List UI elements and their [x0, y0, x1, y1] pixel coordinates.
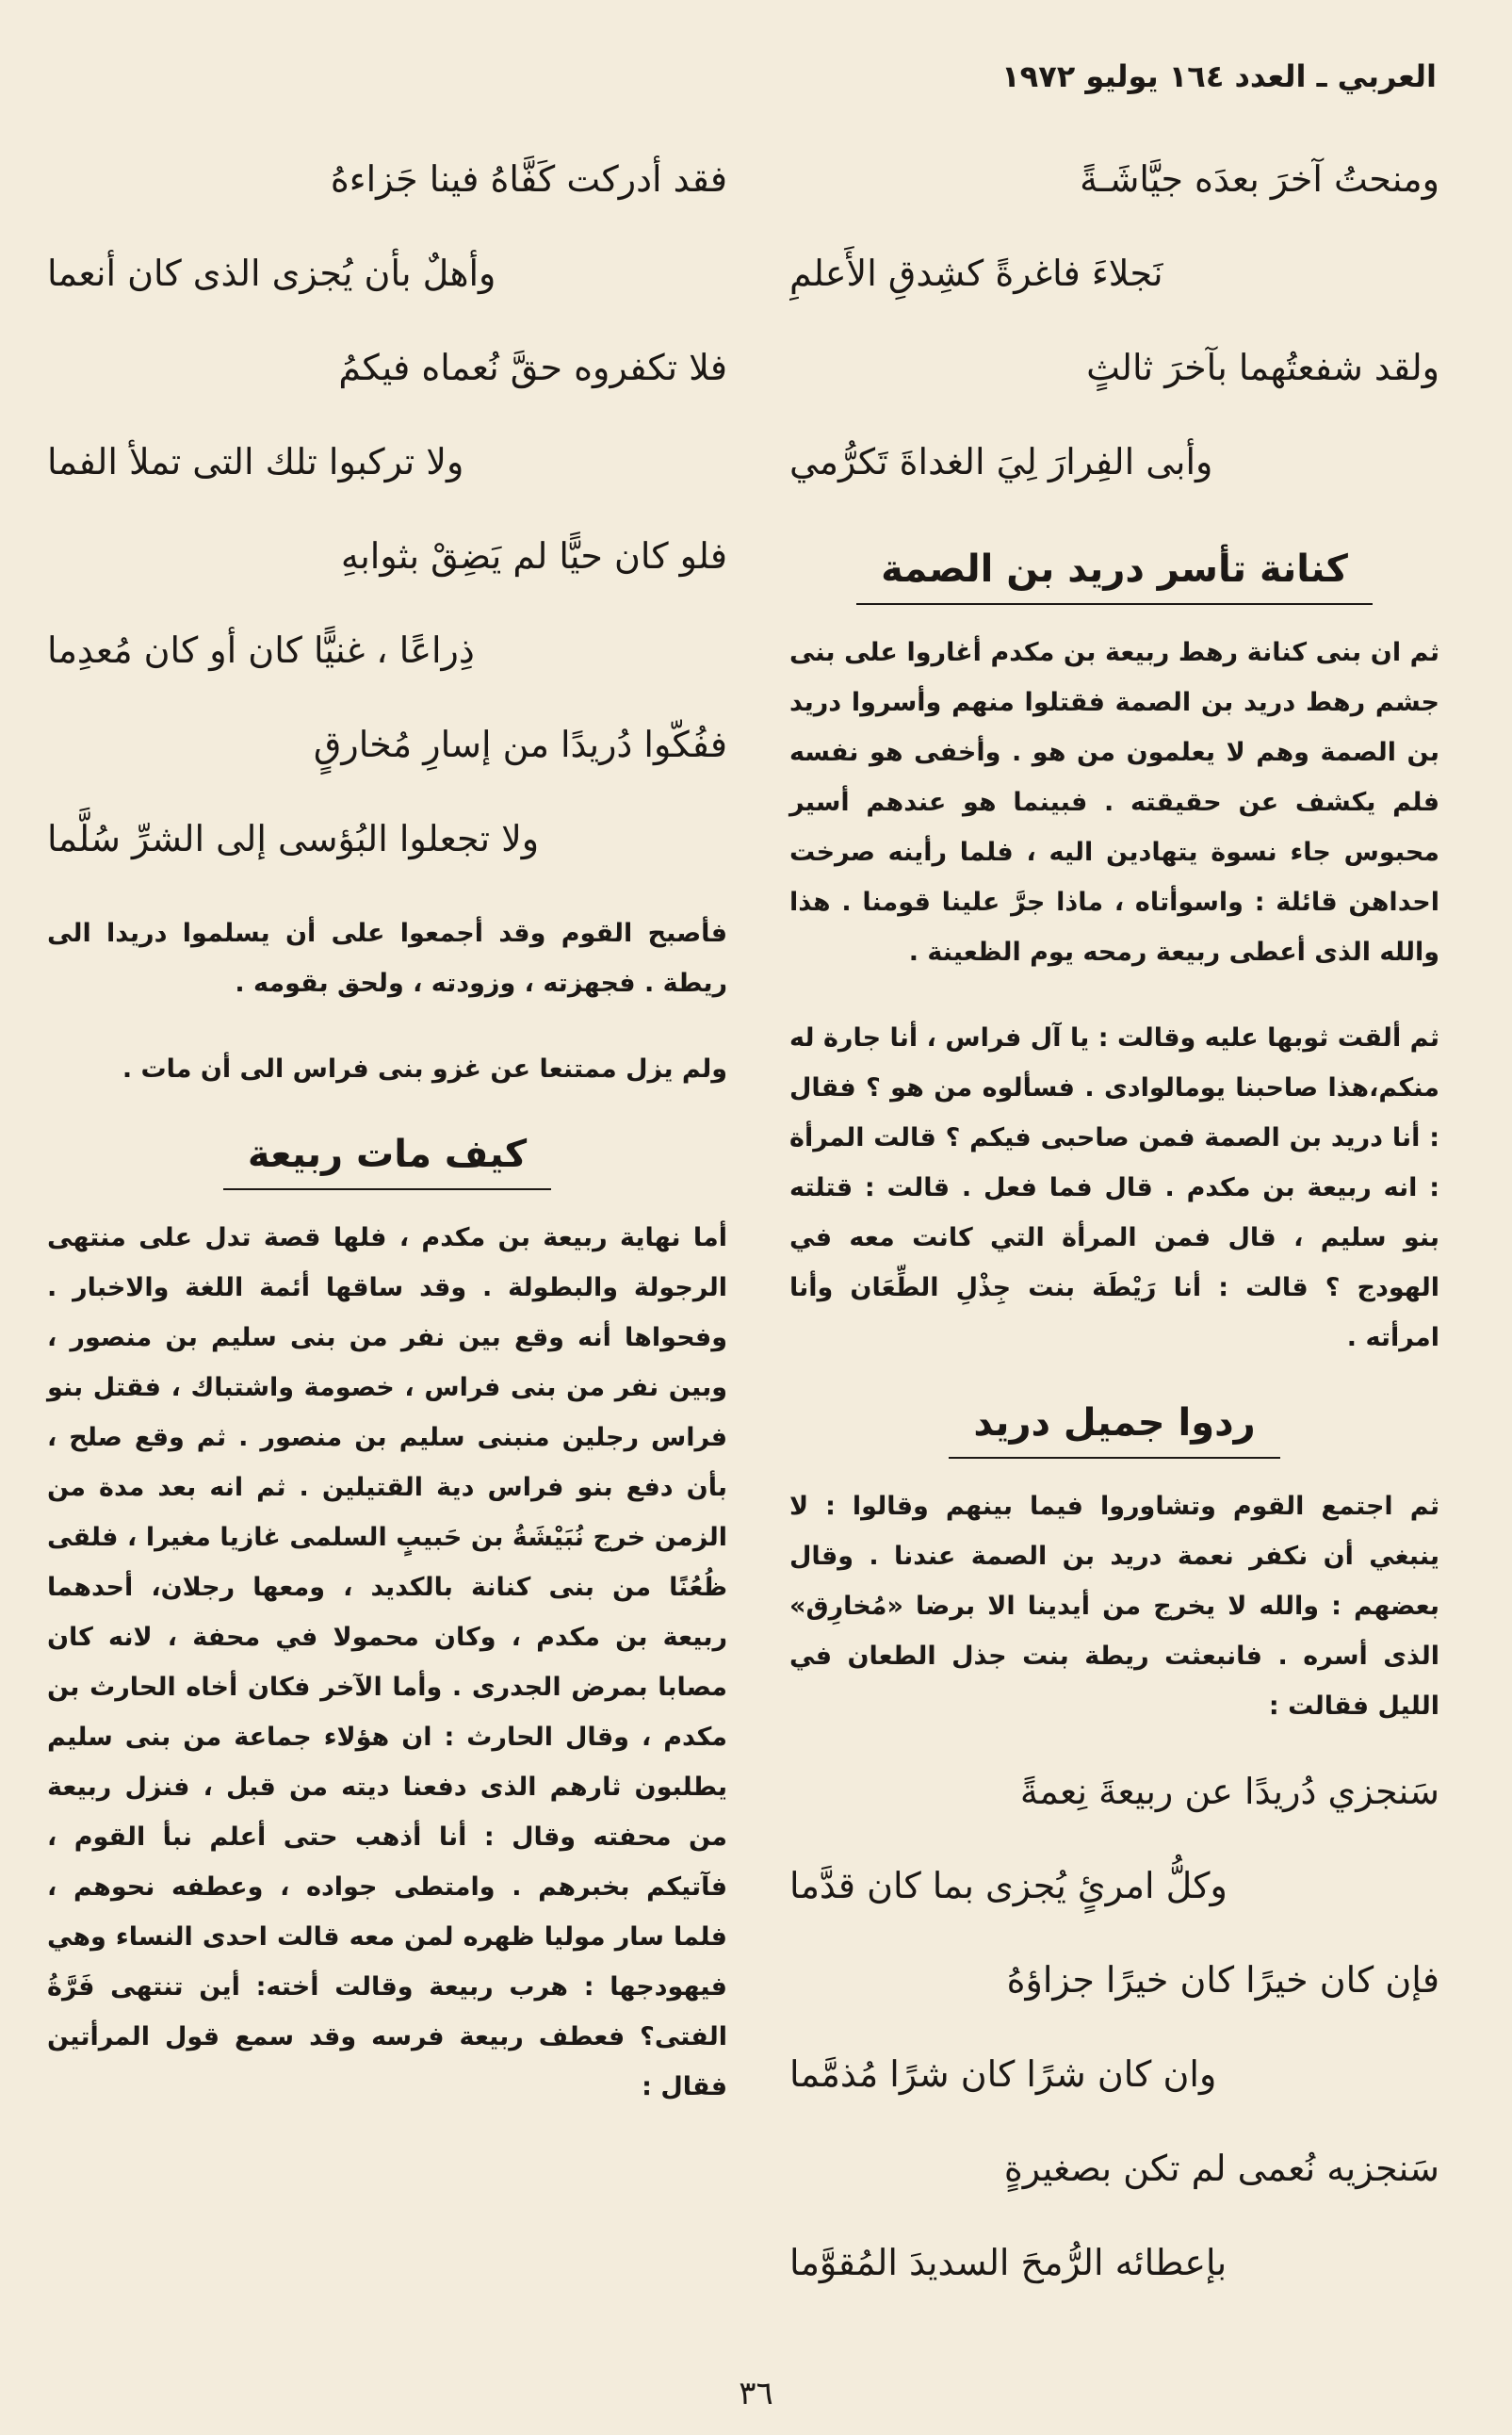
page-header: العربي ـ العدد ١٦٤ يوليو ١٩٧٢ [1001, 58, 1437, 94]
paragraph: فأصبح القوم وقد أجمعوا على أن يسلموا دريدا الى ريطة . فجهزته ، وزودته ، ولحق بقومه . [47, 919, 727, 998]
right-column [789, 132, 1439, 2310]
paragraph: أما نهاية ربيعة بن مكدم ، فلها قصة تدل على منتهى الرجولة والبطولة . وقد ساقها أئمة اللغة والاخبار . وفحواها أنه وقع بين نفر من بنى سليم بن منصور ، وبين نفر من بنى فراس ، خصومة واشتباك ، فقتل بنو فراس رجلين منبنى سليم بن منصور . ثم وقع صلح ، بأن دفع بنو فراس دية القتيلين . ثم انه بعد مدة من الزمن خرج نُبَيْشَةُ بن حَبيبٍ السلمى غازيا مغيرا ، فلقى ظُعُنًا من بنى كنانة بالكديد ، ومعها رجلان، أحدهما ربيعة بن مكدم ، وكان محمولا في محفة ، لانه كان مصابا بمرض الجدرى . وأما الآخر فكان أخاه الحارث بن مكدم ، وقال الحارث : ان هؤلاء جماعة من بنى سليم يطلبون ثارهم الذى دفعنا ديته من قبل ، فنزل ربيعة من محفته وقال : أنا أذهب حتى أعلم نبأ القوم ، فآتيكم بخبرهم . وامتطى جواده ، وعطفه نحوهم ، فلما سار موليا ظهره لمن معه قالت احدى النساء وهي فيهودجها : هرب ربيعة وقالت أخته: أين تنتهى فَرَّةُ الفتى؟ فعطف ربيعة فرسه وقد سمع قول المرأتين فقال : [47, 1223, 727, 2101]
verse-line: وان كان شرًا كان شرًا مُذمَّما [789, 2053, 1217, 2095]
section-heading [789, 541, 1439, 605]
page-number: ٣٦ [739, 2375, 773, 2412]
poem-top [789, 132, 1439, 509]
verse-line: بإعطائه الرُّمحَ السديدَ المُقوَّما [789, 2242, 1227, 2283]
verse-line: وكلُّ امرئٍ يُجزى بما كان قدَّما [789, 1865, 1227, 1906]
poem-continued [47, 132, 727, 886]
verse-line: ففُكّوا دُريدًا من إسارِ مُخارقٍ [313, 724, 727, 765]
paragraph: ثم ألقت ثوبها عليه وقالت : يا آل فراس ، أنا جارة له منكم،هذا صاحبنا يومالوادى . فسألوه من هو ؟ فقال : أنا دريد بن الصمة فمن صاحبى فيكم ؟ قالت المرأة : انه ربيعة بن مكدم . قال فما فعل . قالت : قتلته بنو سليم ، قال فمن المرأة التي كانت معه في الهودج ؟ قالت : أنا رَيْطَة بنت جِذْلِ الطِّعَان وأنا امرأته . [789, 1023, 1439, 1352]
verse-line: ومنحتُ آخرَ بعدَه جيَّاشَـةً [1080, 158, 1439, 200]
poem-bottom [789, 1744, 1439, 2310]
verse-line: ولا تجعلوا البُؤسى إلى الشرِّ سُلَّما [47, 818, 540, 859]
left-column [47, 132, 727, 2125]
verse-line: ولا تركبوا تلك التى تملأ الفما [47, 441, 464, 482]
paragraph: ثم اجتمع القوم وتشاوروا فيما بينهم وقالوا : لا ينبغي أن نكفر نعمة دريد بن الصمة عندنا . وقال بعضهم : والله لا يخرج من أيدينا الا برضا «مُخارِق» الذى أسره . فانبعثت ريطة بنت جذل الطعان في الليل فقالت : [789, 1492, 1439, 1721]
heading-text: ردوا جميل دريد [949, 1395, 1279, 1459]
paragraph: ثم ان بنى كنانة رهط ربيعة بن مكدم أغاروا على بنى جشم رهط دريد بن الصمة فقتلوا منهم وأسروا دريد بن الصمة وهم لا يعلمون من هو . وأخفى هو نفسه فلم يكشف عن حقيقته . فبينما هو عندهم أسير محبوس جاء نسوة يتهادين اليه ، فلما رأينه صرخت احداهن قائلة : واسوأتاه ، ماذا جرَّ علينا قومنا . هذا والله الذى أعطى ربيعة رمحه يوم الظعينة . [789, 638, 1439, 967]
verse-line: سَنجزيه نُعمى لم تكن بصغيرةٍ [1003, 2148, 1439, 2189]
section-heading [47, 1126, 727, 1190]
verse-line: فلا تكفروه حقَّ نُعماه فيكمُ [338, 347, 727, 388]
verse-line: فإن كان خيرًا كان خيرًا جزاؤهُ [1006, 1959, 1439, 2001]
heading-text: كيف مات ربيعة [223, 1126, 551, 1190]
verse-line: ولقد شفعتُهما بآخرَ ثالثٍ [1086, 347, 1439, 388]
verse-line: فقد أدركت كَفَّاهُ فينا جَزاءهُ [330, 158, 727, 200]
section-heading [789, 1395, 1439, 1459]
verse-line: ذِراعًا ، غنيًّا كان أو كان مُعدِما [47, 629, 475, 671]
verse-line: سَنجزي دُريدًا عن ربيعةَ نِعمةً [1019, 1771, 1439, 1812]
verse-line: فلو كان حيًّا لم يَضِقْ بثوابهِ [340, 535, 727, 577]
verse-line: وأبى الفِرارَ لِيَ الغداةَ تَكرُّمي [789, 441, 1213, 482]
verse-line: نَجلاءَ فاغرةً كشِدقِ الأَعلمِ [789, 253, 1163, 294]
paragraph: ولم يزل ممتنعا عن غزو بنى فراس الى أن مات . [122, 1054, 727, 1084]
heading-text: كنانة تأسر دريد بن الصمة [856, 541, 1373, 605]
verse-line: وأهلٌ بأن يُجزى الذى كان أنعما [47, 253, 496, 294]
